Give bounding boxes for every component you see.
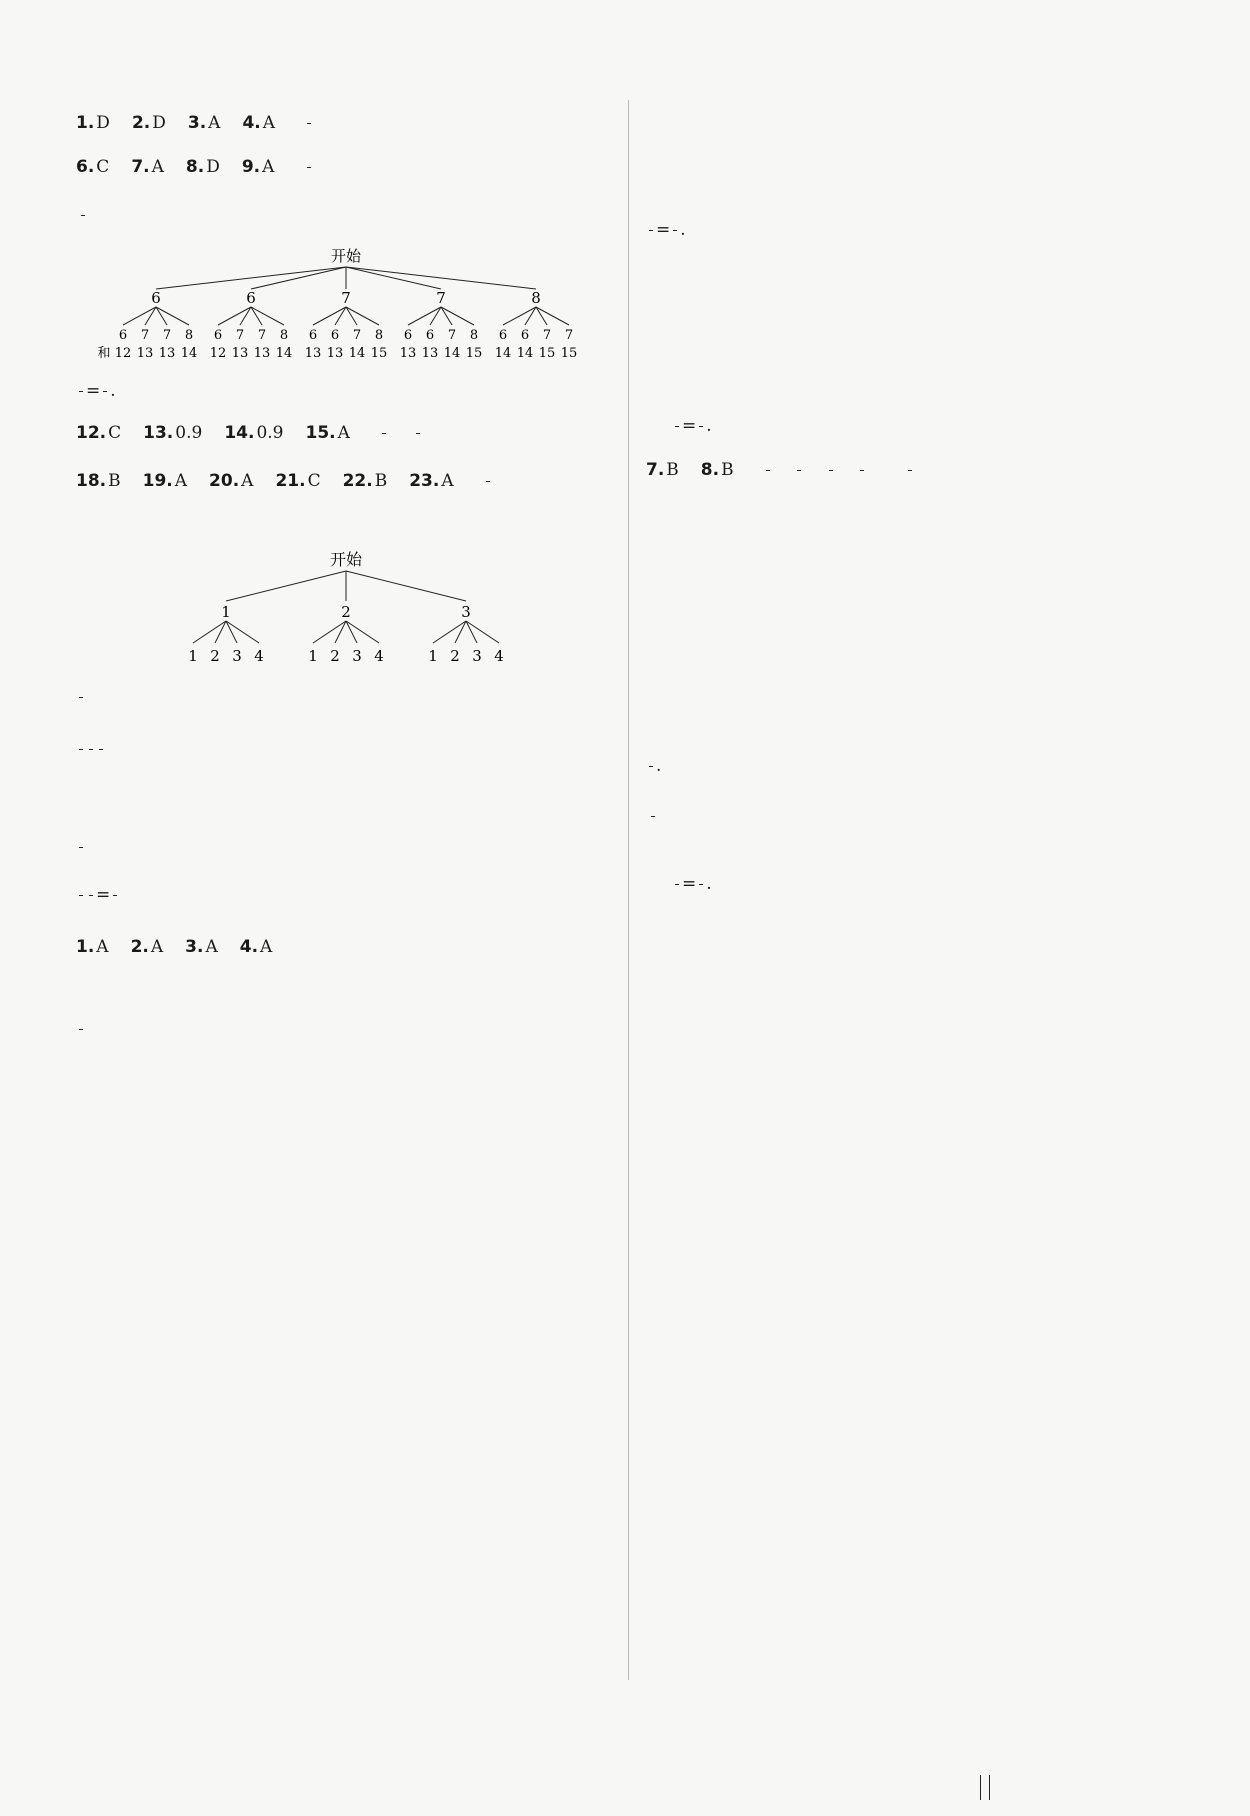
tree-root: 开始 (330, 247, 362, 265)
fraction (79, 1029, 83, 1030)
q-number: 4. (242, 113, 261, 133)
answer: A (151, 157, 164, 177)
fraction (675, 426, 679, 427)
q5-text (76, 965, 616, 1005)
tree-sum: 14 (516, 346, 534, 361)
tree-leaf: 6 (308, 328, 318, 343)
q-number: 13. (143, 423, 174, 443)
answer: D (206, 157, 220, 177)
page-footer (970, 1775, 990, 1800)
tree-leaf: 1 (308, 647, 318, 665)
tree-sum: 13 (304, 346, 322, 361)
tree-leaf: 8 (374, 328, 384, 343)
fraction (99, 749, 103, 750)
q25-text (76, 671, 616, 723)
fraction (651, 816, 655, 817)
tree-diagram-q25 (166, 549, 526, 669)
tree-diagram-q5 (681, 92, 1151, 202)
tree-node: 6 (246, 289, 256, 307)
answer: A (262, 113, 276, 133)
page-number (980, 1775, 990, 1800)
tree-sum: 13 (326, 346, 344, 361)
tree-leaf: 8 (279, 328, 289, 343)
answer: A (96, 937, 109, 957)
answer: A (205, 937, 218, 957)
answer: C (307, 471, 321, 491)
tree-root: 开始 (329, 550, 363, 569)
answer-row-3 (76, 415, 616, 463)
q-number: 20. (209, 471, 240, 491)
answer: D (96, 113, 110, 133)
answer-row-4 (76, 463, 616, 511)
answer: A (241, 471, 254, 491)
q11-intro (76, 197, 616, 243)
c3-intro (646, 790, 1186, 842)
q-number: 22. (342, 471, 373, 491)
q-number: 19. (142, 471, 173, 491)
tree-leaf: 3 (352, 647, 362, 665)
q5-text: = . (646, 204, 1186, 256)
q25-text (76, 723, 616, 775)
fraction (79, 847, 83, 848)
q-number: 1. (76, 113, 95, 133)
fraction (79, 895, 83, 896)
q-number: 3. (185, 937, 204, 957)
tree-diagram-q11 (86, 245, 606, 365)
fraction (649, 766, 653, 767)
fraction (766, 470, 770, 471)
tree-leaf: 7 (447, 328, 457, 343)
tree-branch (346, 267, 441, 289)
tree-leaf: 2 (450, 647, 460, 665)
tree-leaf: 2 (210, 647, 220, 665)
c3-text: = . (646, 860, 1186, 908)
q-number: 4. (239, 937, 259, 957)
column-divider (628, 100, 629, 1680)
tree-sum: 14 (180, 346, 198, 361)
answer: B (374, 471, 388, 491)
answer: C (108, 423, 122, 443)
tree-leaf: 3 (472, 647, 482, 665)
tree-leaf: 6 (403, 328, 413, 343)
fraction (79, 391, 83, 392)
q-number: 9. (241, 157, 261, 177)
fraction (829, 470, 833, 471)
tree-leaf: 4 (494, 647, 504, 665)
tree-sum: 13 (399, 346, 417, 361)
fraction (797, 470, 801, 471)
answer: B (721, 460, 734, 480)
tree-sum: 14 (275, 346, 293, 361)
left-column (76, 95, 616, 1053)
answer: 0.9 (256, 423, 284, 443)
answer: 0.9 (175, 423, 203, 443)
answer: A (337, 423, 350, 443)
q6-text: = . (646, 400, 1186, 452)
tree-branch (251, 267, 346, 289)
tree-sum: 13 (421, 346, 439, 361)
tree-leaf: 6 (118, 328, 128, 343)
tree-leaf: 7 (162, 328, 172, 343)
answer: C (96, 157, 110, 177)
tree-node: 6 (151, 289, 161, 307)
tree-sum: 13 (231, 346, 249, 361)
fraction (79, 697, 83, 698)
q11-text: = . (76, 367, 616, 415)
tree-branch (346, 267, 536, 289)
answer: A (260, 937, 273, 957)
q26-text: = (76, 871, 616, 919)
fraction (675, 884, 679, 885)
answer-row-2 (76, 149, 616, 197)
tree-node: 2 (341, 603, 351, 621)
answer: B (108, 471, 121, 491)
fraction (673, 230, 677, 231)
tree-leaf: 8 (184, 328, 194, 343)
tree-leaf: 6 (520, 328, 530, 343)
tree-sum: 15 (465, 346, 483, 361)
tree-sum: 14 (443, 346, 461, 361)
tree-leaf: 3 (232, 647, 242, 665)
q-number: 15. (305, 423, 336, 443)
tree-sum: 12 (209, 346, 227, 361)
tree-sum: 12 (114, 346, 132, 361)
q-number: 8. (700, 460, 720, 480)
fraction (382, 433, 386, 434)
tree-leaf: 1 (188, 647, 198, 665)
tree-sum: 15 (538, 346, 556, 361)
fraction (649, 230, 653, 231)
tree-leaf: 2 (330, 647, 340, 665)
q-number: 7. (131, 157, 150, 177)
q-number: 8. (185, 157, 205, 177)
fraction (307, 123, 311, 124)
q-number: 7. (646, 460, 665, 480)
right-column (646, 90, 1186, 908)
tree-leaf: 7 (542, 328, 552, 343)
q25-intro (76, 511, 616, 547)
tree-sum: 14 (348, 346, 366, 361)
fraction (307, 167, 311, 168)
tree-leaf: 8 (469, 328, 479, 343)
fraction (89, 749, 93, 750)
answer: A (174, 471, 188, 491)
tree-leaf: 6 (425, 328, 435, 343)
q26-intro (76, 775, 616, 811)
c1-answer (646, 512, 1186, 548)
tree-node: 8 (531, 289, 541, 307)
fraction (79, 749, 83, 750)
tree-leaf: 7 (140, 328, 150, 343)
q-number: 21. (275, 471, 306, 491)
fraction (113, 895, 117, 896)
c2-text (646, 548, 1186, 588)
tree-sum: 14 (494, 346, 512, 361)
fraction (81, 215, 85, 216)
q26-text (76, 823, 616, 871)
tree-diagram-q6 (681, 298, 1151, 398)
tree-node: 3 (461, 603, 471, 621)
q-number: 12. (76, 423, 107, 443)
tree-sum: 13 (158, 346, 176, 361)
answer: A (208, 113, 221, 133)
tree-leaf: 7 (352, 328, 362, 343)
tree-sum: 15 (370, 346, 388, 361)
fraction (860, 470, 864, 471)
answer: D (152, 113, 166, 133)
q-number: 23. (409, 471, 440, 491)
tree-sum: 13 (136, 346, 154, 361)
answer-row-b (76, 929, 616, 965)
answer: A (441, 471, 454, 491)
answer: B (666, 460, 679, 480)
tree-branch (346, 571, 466, 601)
q-number: 1. (76, 937, 95, 957)
q6-text (646, 256, 1186, 296)
tree-leaf: 1 (428, 647, 438, 665)
answer-row-1 (76, 105, 616, 149)
q-number: 18. (76, 471, 107, 491)
fraction (699, 884, 703, 885)
tree-leaf: 7 (564, 328, 574, 343)
q-number: 2. (130, 937, 149, 957)
fraction (416, 433, 420, 434)
tree-leaf: 6 (330, 328, 340, 343)
tree-leaf: 6 (498, 328, 508, 343)
tree-leaf: 7 (235, 328, 245, 343)
answer: A (262, 157, 275, 177)
tree-branch (226, 571, 346, 601)
q5-text (76, 1005, 616, 1053)
answer: A (150, 937, 164, 957)
q-number: 14. (224, 423, 255, 443)
sum-label: 和 (97, 346, 111, 361)
tree-node: 7 (436, 289, 446, 307)
fraction (486, 481, 490, 482)
answer-row-7 (646, 452, 1186, 502)
fraction (908, 470, 912, 471)
tree-leaf: 6 (213, 328, 223, 343)
fraction (89, 895, 93, 896)
q-number: 6. (76, 157, 95, 177)
c2-text: . (646, 742, 1186, 790)
fraction (699, 426, 703, 427)
tree-branch (156, 267, 346, 289)
tree-node: 1 (221, 603, 231, 621)
tree-leaf: 4 (254, 647, 264, 665)
fraction (103, 391, 107, 392)
q-number: 3. (187, 113, 207, 133)
tree-diagram-c2 (796, 590, 1036, 740)
tree-sum: 15 (560, 346, 578, 361)
tree-node: 7 (341, 289, 351, 307)
tree-leaf: 4 (374, 647, 384, 665)
tree-leaf: 7 (257, 328, 267, 343)
q-number: 2. (131, 113, 151, 133)
tree-sum: 13 (253, 346, 271, 361)
